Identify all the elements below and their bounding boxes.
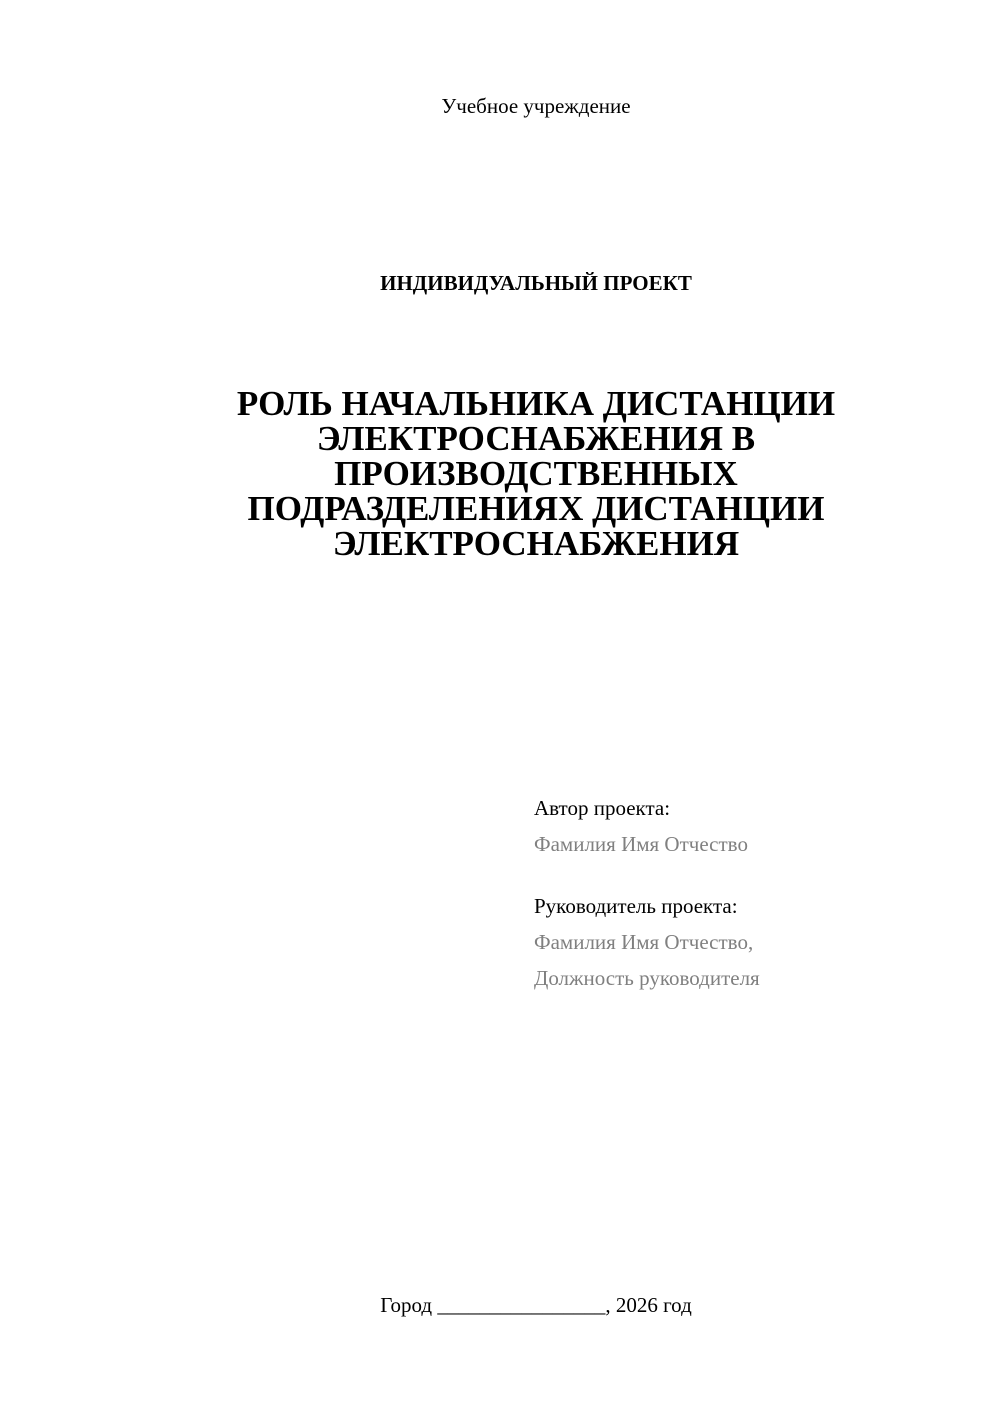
supervisor-name: Фамилия Имя Отчество, <box>534 930 754 954</box>
author-label: Автор проекта: <box>534 796 671 820</box>
project-title-line: РОЛЬ НАЧАЛЬНИКА ДИСТАНЦИИ <box>236 384 836 423</box>
city-year-footer: Город ________________, 2026 год <box>380 1293 692 1317</box>
project-title-line: ПРОИЗВОДСТВЕННЫХ <box>334 454 738 493</box>
supervisor-label: Руководитель проекта: <box>534 894 738 918</box>
project-people-block <box>534 790 974 996</box>
author-name: Фамилия Имя Отчество <box>534 832 748 856</box>
project-title-line: ПОДРАЗДЕЛЕНИЯХ ДИСТАНЦИИ <box>247 489 825 528</box>
project-title-line: ЭЛЕКТРОСНАБЖЕНИЯ <box>332 524 740 563</box>
project-title <box>160 386 912 561</box>
institution-name: Учебное учреждение <box>441 94 631 118</box>
project-title-line: ЭЛЕКТРОСНАБЖЕНИЯ В <box>316 419 756 458</box>
project-type-heading: ИНДИВИДУАЛЬНЫЙ ПРОЕКТ <box>380 271 692 295</box>
block-spacer <box>534 862 974 888</box>
supervisor-position: Должность руководителя <box>534 966 760 990</box>
